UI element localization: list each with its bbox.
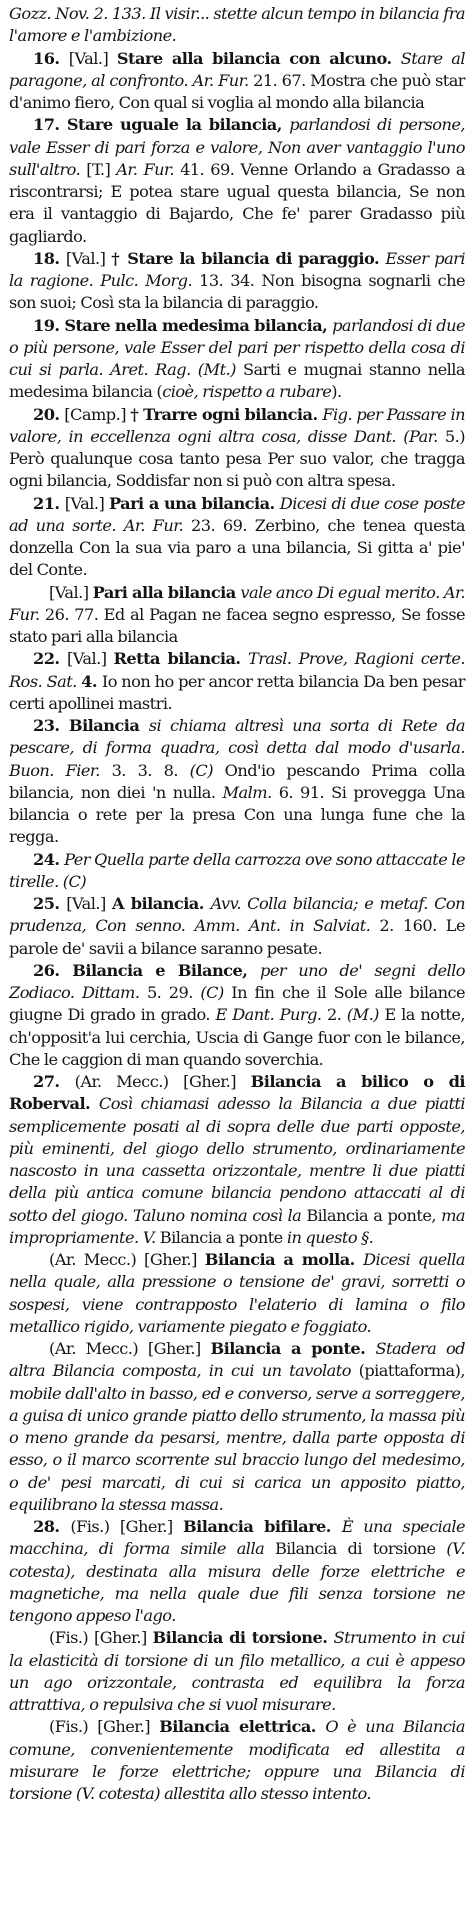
entry-text: [Val.] bbox=[64, 493, 109, 513]
entry-text: [Val.] bbox=[65, 248, 112, 268]
entry-e15-end bbox=[9, 3, 465, 48]
entry-text: Trasl. Prove, Ragioni certe. Ros. Sat. bbox=[9, 649, 466, 691]
entry-text: 25. bbox=[33, 894, 67, 913]
entry-e20 bbox=[9, 404, 465, 493]
entry-text: 2. bbox=[326, 1005, 347, 1025]
entry-e27c bbox=[9, 1338, 465, 1516]
entry-text: ma impropriamente. V. bbox=[9, 1205, 465, 1247]
entry-text: [Val.] bbox=[66, 894, 113, 913]
entry-text: (Fis.) [Gher.] bbox=[49, 1628, 153, 1648]
entry-text: (C) bbox=[189, 760, 225, 780]
entry-text: mobile dall'alto in basso, ed e converso, serve a sorreggere, a guisa di unico grande piatto dello strumento, la massa più o meno grande da pesarsi, mentre, dalla parte opposta di esso, o il marco scorrente sul braccio lungo del medesimo, o de' pesi marcati, di cui si carica un apposito piatto, equilibrano la stessa massa. bbox=[9, 1383, 465, 1514]
entry-text: E la notte, ch'opposit'a lui cerchia, Uscia di Gange fuor con le bilance, Che le caggion di man quando soverchia. bbox=[9, 1005, 465, 1069]
entry-text: Per Quella parte della carrozza ove sono attaccate le tirelle. (C) bbox=[9, 849, 465, 891]
entry-text: destinata alla misura delle forze elettriche e magnetiche, ma nella quale due fili senza torsione ne tengono appeso l'ago. bbox=[9, 1561, 465, 1625]
entry-text: Dicesi di due cose poste ad una sorte. Ar. Fur. bbox=[9, 493, 466, 535]
entry-text: (Fis.) [Gher.] bbox=[70, 1517, 183, 1536]
entry-text: 24. bbox=[33, 849, 65, 869]
entry-text: (Ar. Mecc.) [Gher.] bbox=[74, 1072, 251, 1091]
entry-e24 bbox=[9, 849, 465, 894]
entry-text: Pari alla bilancia bbox=[92, 582, 241, 602]
entry-text: 20. bbox=[33, 404, 65, 424]
entry-text: [Val.] bbox=[67, 649, 114, 669]
entry-text: E Dant. Purg. bbox=[215, 1005, 327, 1025]
entry-text: 5. 29. bbox=[146, 983, 201, 1002]
entry-text: 16. bbox=[33, 48, 69, 68]
entry-text: 13. 34. Non bisogna sognarli che son suoi; Così sta la bilancia di paraggio. bbox=[9, 271, 465, 313]
entry-text: [Camp.] bbox=[64, 404, 131, 424]
entry-text: 19. Stare nella medesima bilancia, bbox=[33, 315, 333, 335]
entry-text: Bilancia elettrica. bbox=[159, 1717, 326, 1737]
entry-text: Dicesi quella nella quale, alla pressione o tensione de' gravi, sorretti o sospesi, viene contrapposto l'elaterio di lamina o filo metallico rigido, variamente piegato e foggiato. bbox=[9, 1250, 466, 1336]
entry-text: Esser pari la ragione. Pulc. Morg. bbox=[9, 248, 465, 290]
entry-text: Retta bilancia. bbox=[113, 649, 248, 669]
entry-text: Ar. Fur. bbox=[116, 159, 181, 179]
entry-text: 5.) Però qualunque cosa tanto pesa Per suo valor, che tragga ogni bilancia, Soddisfar non si può con altra spesa. bbox=[9, 426, 465, 491]
entry-text: ). bbox=[331, 382, 342, 402]
entry-text: (V. cotesta), bbox=[9, 1539, 465, 1581]
entry-text: [Val.] bbox=[49, 582, 93, 602]
entry-text: (C) bbox=[200, 983, 232, 1002]
entry-text: 6. 91. Si provegga Una bilancia o rete per la presa Con una lunga fune che la regga. bbox=[9, 782, 465, 847]
entry-text: O è una Bilancia comune, convenientemente modificata ed allestita a misurare le forze elettriche; oppure una bbox=[9, 1717, 465, 1781]
entry-text: [Val.] bbox=[68, 48, 117, 68]
entry-text: 4. bbox=[81, 671, 102, 691]
entry-text: A bilancia. bbox=[112, 894, 211, 913]
entry-e27b bbox=[9, 1249, 465, 1338]
entry-text: 23. 69. Zerbino, che tenea questa donzella Con la sua via paro a una bilancia, Si gitta a' pie' del Conte. bbox=[9, 515, 465, 580]
entry-text: Bilancia a bilico o di Roberval. bbox=[9, 1072, 465, 1114]
entry-text: 23. Bilancia bbox=[33, 716, 149, 735]
entry-text: (Ar. Mecc.) [Gher.] bbox=[49, 1339, 211, 1358]
entry-e25 bbox=[9, 893, 465, 960]
entry-e28 bbox=[9, 1516, 465, 1627]
entry-text: (M.) bbox=[346, 1005, 385, 1025]
entry-text: cioè, rispetto a rubare bbox=[162, 382, 332, 402]
entry-e19 bbox=[9, 315, 465, 404]
entry-text: vale anco Di egual merito. Ar. Fur. bbox=[9, 582, 465, 624]
entry-e22 bbox=[9, 648, 465, 715]
entry-text: Bilancia di torsione. bbox=[152, 1628, 334, 1648]
entry-text: 26. Bilancia e Bilance, bbox=[33, 960, 261, 980]
entry-text: Stare al paragone, al confronto. Ar. Fur. bbox=[9, 48, 465, 90]
entry-text: [T.] bbox=[86, 159, 117, 179]
entry-e21b bbox=[9, 582, 465, 649]
entry-e27 bbox=[9, 1071, 465, 1249]
entry-e16 bbox=[9, 48, 465, 115]
entry-text: allestita allo stesso intento. bbox=[164, 1784, 371, 1803]
entry-text: 21. bbox=[33, 493, 65, 513]
entry-text: 18. bbox=[33, 248, 66, 268]
entry-e28b bbox=[9, 1627, 465, 1716]
entry-text: (Fis.) [Gher.] bbox=[49, 1717, 160, 1737]
entry-text: Stare alla bilancia con alcuno. bbox=[116, 48, 401, 68]
entry-text: È una speciale macchina, di forma simile alla bbox=[9, 1517, 465, 1559]
entry-text: Malm. bbox=[222, 782, 279, 802]
entry-text: Così chiamasi adesso la Bilancia a due piatti semplicemente posati al di sopra delle due parti opposte, più eminenti, del giogo dello strumento, ordinariamente nascosto in una cassetta orizzontale, mentre li due piatti della più antica comune bilancia pendono attaccati al di sotto del giogo. Taluno nomina così la bbox=[9, 1094, 465, 1225]
entry-text: 26. 77. Ed al Pagan ne facea segno espresso, Se fosse stato pari alla bilancia bbox=[9, 604, 465, 646]
entry-text: † Trarre ogni bilancia. bbox=[130, 404, 323, 424]
entry-text: Bilancia a ponte. bbox=[210, 1339, 376, 1358]
entry-text: 27. bbox=[33, 1072, 75, 1091]
entry-text: Pari a una bilancia. bbox=[108, 493, 280, 513]
entry-e28c bbox=[9, 1716, 465, 1805]
entry-text: parlandosi di persone, vale Esser di pari forza e valore, Non aver vantaggio l'uno sull'altro. bbox=[9, 115, 465, 179]
entry-text: 28. bbox=[33, 1517, 71, 1536]
entry-text: parlandosi di due o più persone, vale Esser del pari per rispetto della cosa di cui si parla. Aret. Rag. bbox=[9, 315, 466, 379]
entry-text: (piattaforma), bbox=[358, 1361, 465, 1381]
entry-text: Bilancia bifilare. bbox=[183, 1517, 342, 1536]
entry-text: 41. 69. Venne Orlando a Gradasso a riscontrarsi; E potea stare ugual questa bilancia, Se non era il vantaggio di Bajardo, Che fe' parer Gradasso più gagliardo. bbox=[9, 159, 465, 246]
entry-text: Sarti e mugnai stanno nella medesima bilancia ( bbox=[9, 360, 465, 402]
entry-e26 bbox=[9, 960, 465, 1071]
entry-text: Gozz. Nov. 2. 133. Il visir... stette alcun tempo in bilancia fra l'amore e l'ambizione. bbox=[9, 4, 465, 46]
entry-text: in questo §. bbox=[286, 1227, 374, 1247]
entry-e18 bbox=[9, 248, 465, 315]
entry-text: 22. bbox=[33, 649, 67, 669]
entry-text: si chiama altresì una sorta di Rete da pescare, di forma quadra, così detta dal modo d'usarla. Buon. Fier. bbox=[9, 716, 465, 780]
entry-text: † Stare la bilancia di paraggio. bbox=[111, 248, 386, 268]
entry-text: 3. 3. 8. bbox=[111, 760, 190, 780]
entry-text: Avv. Colla bilancia; e metaf. Con prudenza, Con senno. Amm. Ant. in Salviat. bbox=[9, 894, 465, 936]
entry-text: Fig. per Passare in valore, in eccellenza ogni altra cosa, disse Dant. (Par. bbox=[9, 404, 465, 446]
entry-e23 bbox=[9, 715, 465, 849]
entry-text: (V. cotesta) bbox=[75, 1784, 165, 1803]
entry-text: (Mt.) bbox=[197, 360, 244, 379]
entry-text: per uno de' segni dello Zodiaco. Dittam. bbox=[9, 960, 465, 1002]
entry-e21 bbox=[9, 493, 465, 582]
entry-text: Bilancia a ponte bbox=[159, 1227, 287, 1247]
entry-text: Io non ho per ancor retta bilancia Da ben pesar certi apollinei mastri. bbox=[9, 671, 465, 713]
entry-text: 2. 160. Le parole de' savii a bilance saranno pesate. bbox=[9, 916, 466, 958]
entry-text: Stadera od altra Bilancia composta, in cui un tavolato bbox=[9, 1339, 465, 1381]
entry-text: Bilancia a molla. bbox=[204, 1250, 364, 1269]
entry-text: Bilancia di torsione bbox=[274, 1539, 447, 1559]
entry-text: 17. Stare uguale la bilancia, bbox=[33, 115, 290, 135]
entry-text: Ond'io pescando Prima colla bilancia, non diei 'n nulla. bbox=[9, 760, 465, 802]
entry-text: Bilancia di torsione bbox=[9, 1761, 465, 1803]
entry-text: In fin che il Sole alle bilance giugne Di grado in grado. bbox=[9, 983, 465, 1025]
entry-e17 bbox=[9, 114, 465, 248]
entry-text: Bilancia a ponte, bbox=[306, 1205, 442, 1225]
entry-text: 21. 67. Mostra che può star d'animo fiero, Con qual si voglia al mondo alla bilancia bbox=[9, 70, 465, 112]
entry-text: (Ar. Mecc.) [Gher.] bbox=[49, 1250, 205, 1269]
entry-text: Strumento in cui la elasticità di torsione di un filo metallico, a cui è appeso un ago orizzontale, contrasta ed equilibra la forza attrattiva, o repulsiva che si vuol misurare. bbox=[9, 1628, 465, 1714]
